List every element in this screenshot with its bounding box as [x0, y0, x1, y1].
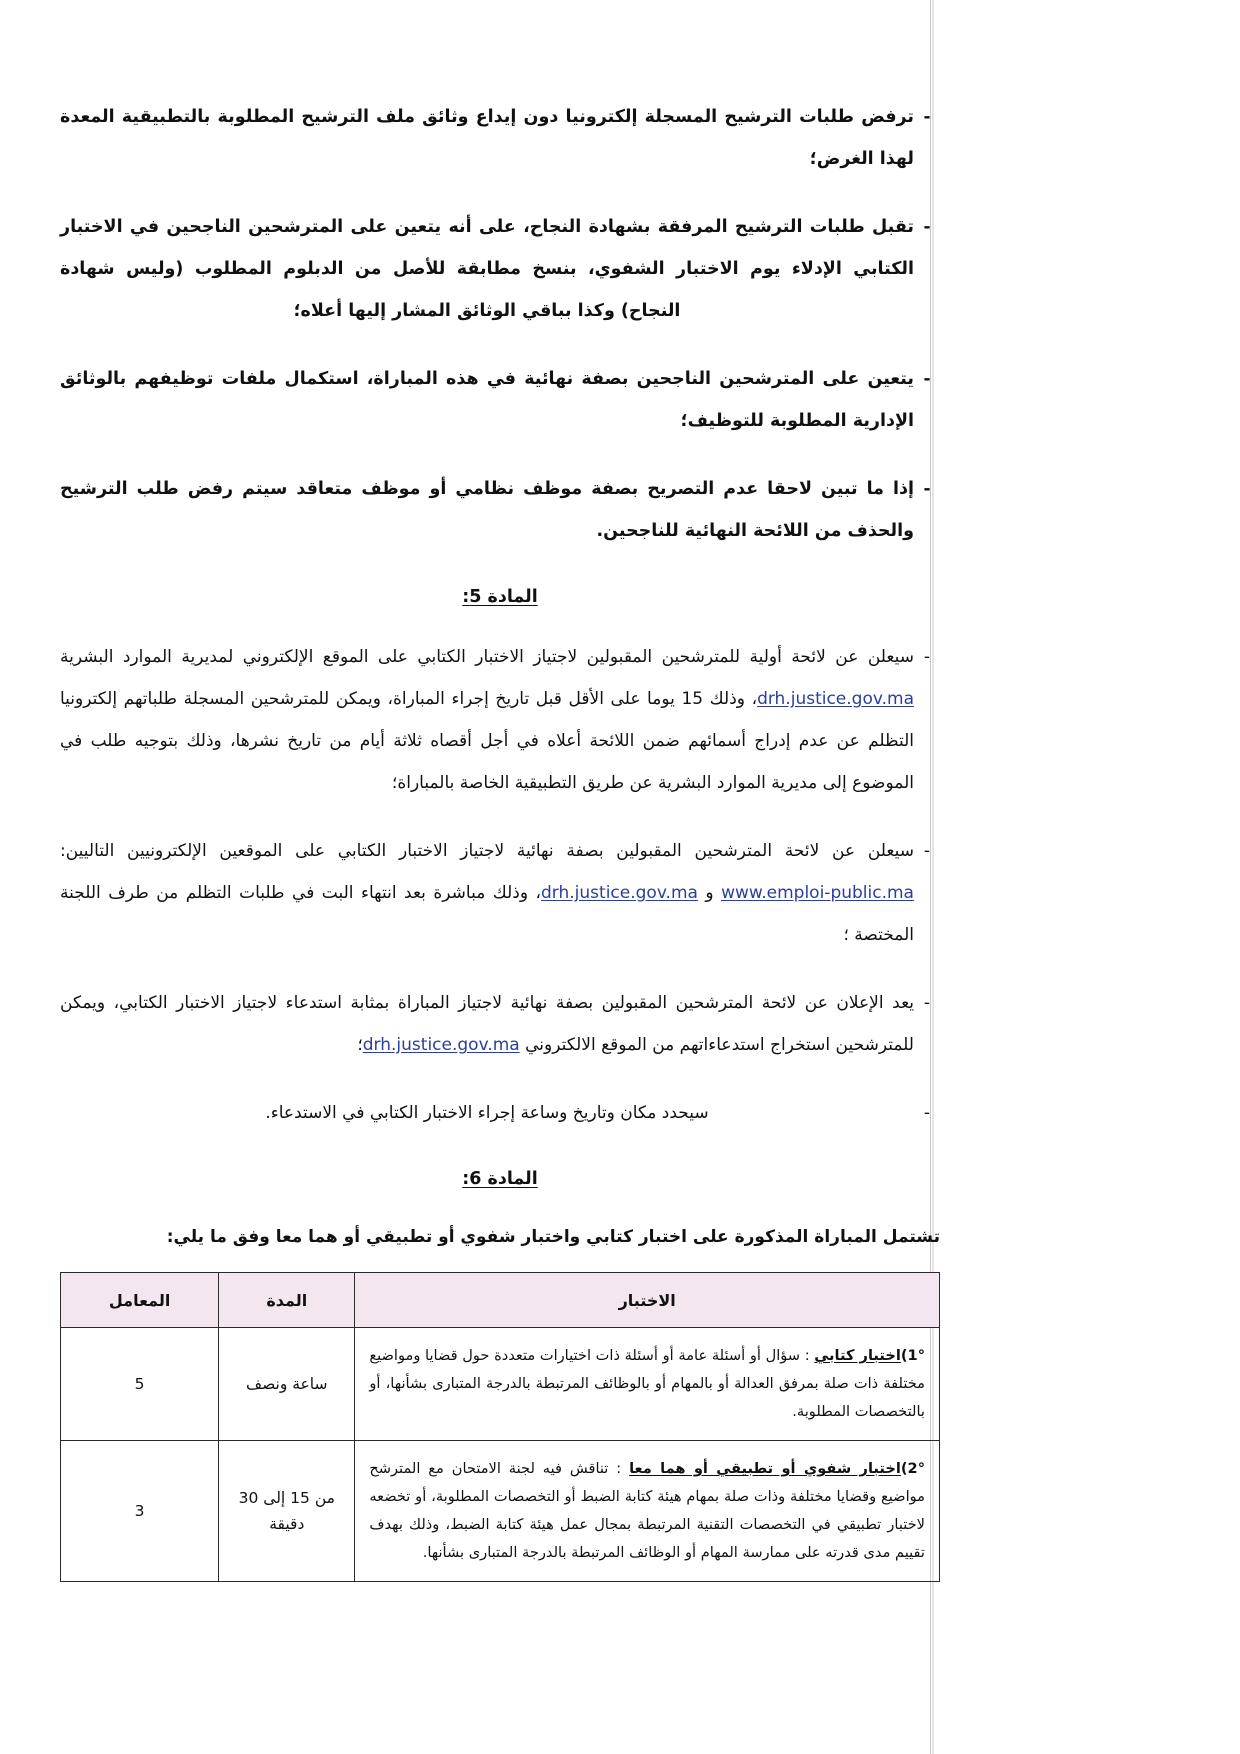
test-description: سؤال أو أسئلة عامة أو أسئلة ذات اختيارات متعددة حول قضايا ومواضيع مختلفة ذات صلة بمرفق العدالة أو بالمهام أو بالوظائف المرتبطة بالدرجة المتبارى بشأنها، أو بالتخصصات المطلوبة.: [369, 1347, 925, 1420]
article-6-heading-label: المادة 6:: [462, 1169, 538, 1189]
test-separator: :: [608, 1460, 630, 1477]
clause-text: [60, 636, 914, 804]
test-title: اختبار شفوي أو تطبيقي أو هما معا: [629, 1460, 901, 1477]
link-drh-justice[interactable]: drh.justice.gov.ma: [541, 883, 698, 903]
bullet-dash-icon: -: [923, 369, 931, 389]
clause-place-date-time: [60, 1092, 940, 1134]
document-content: [60, 96, 940, 1582]
bullet-dash-icon: -: [923, 479, 931, 499]
clause-preliminary-list: [60, 636, 940, 804]
article-5-clause-list: [60, 636, 940, 1134]
table-row: [61, 1328, 940, 1441]
clause-text: سيحدد مكان وتاريخ وساعة إجراء الاختبار الكتابي في الاستدعاء.: [265, 1103, 709, 1123]
clause-text: ترفض طلبات الترشيح المسجلة إلكترونيا دون إيداع وثائق ملف الترشيح المطلوبة بالتطبيقية المعدة لهذا الغرض؛: [60, 107, 914, 169]
link-emploi-public[interactable]: www.emploi-public.ma: [721, 883, 914, 903]
column-header-coefficient: المعامل: [61, 1273, 219, 1328]
article-5-heading-label: المادة 5:: [462, 587, 538, 607]
clause-text: يتعين على المترشحين الناجحين بصفة نهائية في هذه المباراة، استكمال ملفات توظيفهم بالوثائق الإدارية المطلوبة للتوظيف؛: [60, 369, 914, 431]
clause-text-part: ، وذلك مباشرة بعد انتهاء البت في طلبات التظلم من طرف اللجنة المختصة ؛: [60, 883, 914, 945]
clause-text: [60, 982, 914, 1066]
clause-final-list: [60, 830, 940, 956]
bullet-dash-icon: -: [923, 1103, 931, 1123]
test-description: تناقش فيه لجنة الامتحان مع المترشح مواضيع وقضايا مختلفة وذات صلة بمهام هيئة كتابة الضبط أو التخصصات المطلوبة، أو تخضعه لاختبار تطبيقي في التخصصات التقنية المرتبطة بمجال عمل هيئة كتابة الضبط، وذلك بهدف تقييم مدى قدرته على ممارسة المهام أو الوظائف المرتبطة بالدرجة المتبارى بشأنها.: [369, 1460, 925, 1561]
exam-table-head: [61, 1273, 940, 1328]
link-drh-justice[interactable]: drh.justice.gov.ma: [362, 1035, 520, 1055]
clause-text-part: و: [697, 883, 722, 903]
article-6-heading: [60, 1164, 940, 1194]
bullet-dash-icon: -: [923, 993, 931, 1013]
column-header-duration: المدة: [219, 1273, 355, 1328]
clause-announcement-as-summons: [60, 982, 940, 1066]
cell-duration: من 15 إلى 30 دقيقة: [219, 1441, 355, 1582]
clause-text-part: ؛: [357, 1035, 363, 1055]
clause-accept-certificate: [60, 206, 940, 332]
clause-text-part: ، وذلك 15 يوما على الأقل قبل تاريخ إجراء المباراة، ويمكن للمترشحين المسجلة طلباتهم إلكترونيا التظلم عن عدم إدراج أسمائهم ضمن اللائحة أعلاه في أجل أقصاه ثلاثة أيام من تاريخ نشرها، وذلك بتوجيه طلب في الموضوع إلى مديرية الموارد البشرية عن طريق التطبيقية الخاصة بالمباراة؛: [60, 689, 914, 793]
table-header-row: [61, 1273, 940, 1328]
test-title: اختبار كتابي: [814, 1347, 901, 1364]
cell-coefficient: 5: [61, 1328, 219, 1441]
exam-table-body: [61, 1328, 940, 1582]
bullet-dash-icon: -: [923, 107, 931, 127]
clause-list-top: [60, 96, 940, 552]
link-drh-justice[interactable]: drh.justice.gov.ma: [757, 689, 914, 709]
clause-text: تقبل طلبات الترشيح المرفقة بشهادة النجاح، على أنه يتعين على المترشحين الناجحين في الاختبار الكتابي الإدلاء يوم الاختبار الشفوي، بنسخ مطابقة للأصل من الدبلوم المطلوب (وليس شهادة النجاح) وكذا بباقي الوثائق المشار إليها أعلاه؛: [60, 217, 914, 321]
bullet-dash-icon: -: [923, 217, 931, 237]
cell-test-description: [355, 1328, 940, 1441]
article-5-heading: [60, 582, 940, 612]
article-6-intro: تشتمل المباراة المذكورة على اختبار كتابي واختبار شفوي أو تطبيقي أو هما معا وفق ما يلي:: [166, 1227, 940, 1247]
clause-text-part: سيعلن عن لائحة أولية للمترشحين المقبولين لاجتياز الاختبار الكتابي على الموقع الإلكتروني لمديرية الموارد البشرية: [60, 647, 914, 667]
cell-duration: ساعة ونصف: [219, 1328, 355, 1441]
test-index-label: 1°): [900, 1347, 925, 1364]
exam-table: [60, 1272, 940, 1582]
cell-coefficient: 3: [61, 1441, 219, 1582]
clause-text: [60, 830, 914, 956]
bullet-dash-icon: -: [923, 647, 931, 667]
clause-text: إذا ما تبين لاحقا عدم التصريح بصفة موظف نظامي أو موظف متعاقد سيتم رفض طلب الترشيح والحذف من اللائحة النهائية للناجحين.: [60, 479, 914, 541]
test-index-label: 2°): [900, 1460, 925, 1477]
clause-text-part: سيعلن عن لائحة المترشحين المقبولين بصفة نهائية لاجتياز الاختبار الكتابي على الموقعين الإلكترونيين التاليين:: [60, 841, 914, 861]
column-header-test: الاختبار: [355, 1273, 940, 1328]
cell-test-description: [355, 1441, 940, 1582]
bullet-dash-icon: -: [923, 841, 931, 861]
table-row: [61, 1441, 940, 1582]
clause-reject-electronic: [60, 96, 940, 180]
clause-false-declaration: [60, 468, 940, 552]
test-separator: :: [800, 1347, 815, 1364]
clause-complete-files: [60, 358, 940, 442]
clause-text-part: يعد الإعلان عن لائحة المترشحين المقبولين بصفة نهائية لاجتياز المباراة بمثابة استدعاء لاجتياز الاختبار الكتابي، ويمكن للمترشحين استخراج استدعاءاتهم من الموقع الالكتروني: [60, 993, 914, 1055]
